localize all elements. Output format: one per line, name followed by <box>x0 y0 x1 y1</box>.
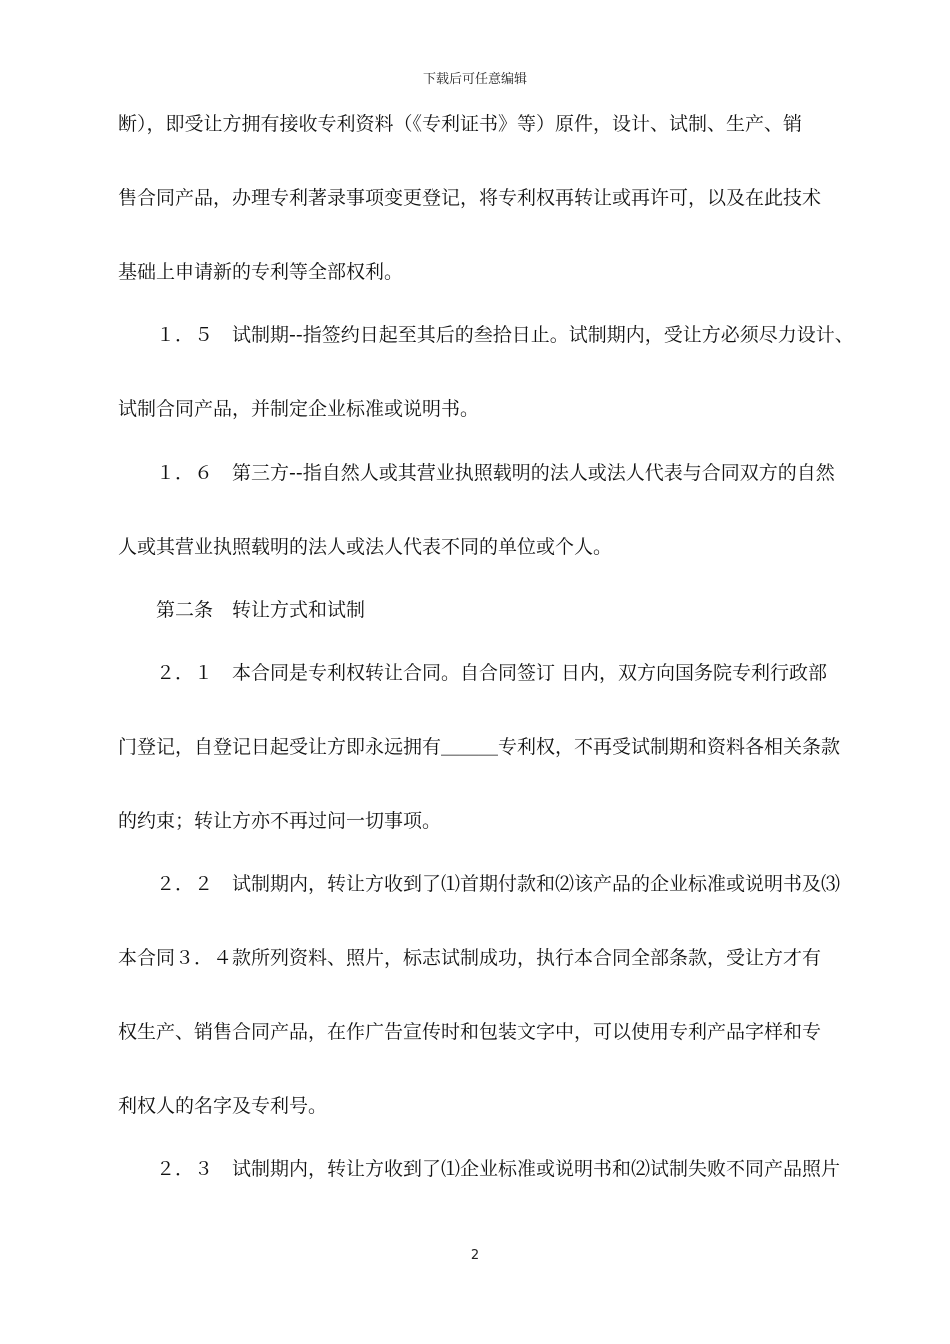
text-line-13: 本合同３．４款所列资料、照片，标志试制成功，执行本合同全部条款，受让方才有 <box>118 947 822 969</box>
text-line-11: 的约束；转让方亦不再过问一切事项。 <box>118 810 442 832</box>
page-header: 下载后可任意编辑 <box>422 72 527 87</box>
text-line-10: 门登记，自登记日起受让方即永远拥有＿＿＿专利权，不再受试制期和资料各相关条款 <box>118 736 841 758</box>
text-line-9: ２．１ 本合同是专利权转让合同。自合同签订 日内，双方向国务院专利行政部 <box>156 662 828 684</box>
section-heading: 第二条 转让方式和试制 <box>156 599 366 621</box>
text-line-3: 基础上申请新的专利等全部权利。 <box>118 261 404 283</box>
text-line-5: 试制合同产品，并制定企业标准或说明书。 <box>118 398 480 420</box>
page-number: 2 <box>470 1248 480 1263</box>
text-line-16: ２．３ 试制期内，转让方收到了⑴企业标准或说明书和⑵试制失败不同产品照片 <box>156 1158 841 1180</box>
text-line-4: １．５ 试制期--指签约日起至其后的叁拾日止。试制期内，受让方必须尽力设计、 <box>156 324 854 346</box>
text-line-7: 人或其营业执照载明的法人或法人代表不同的单位或个人。 <box>118 536 613 558</box>
text-line-6: １．６ 第三方--指自然人或其营业执照载明的法人或法人代表与合同双方的自然 <box>156 462 835 484</box>
text-line-12: ２．２ 试制期内，转让方收到了⑴首期付款和⑵该产品的企业标准或说明书及⑶ <box>156 873 841 895</box>
text-line-1: 断），即受让方拥有接收专利资料（《专利证书》等）原件，设计、试制、生产、销 <box>118 113 803 135</box>
text-line-15: 利权人的名字及专利号。 <box>118 1095 328 1117</box>
text-line-14: 权生产、销售合同产品，在作广告宣传时和包装文字中，可以使用专利产品字样和专 <box>118 1021 822 1043</box>
text-line-2: 售合同产品，办理专利著录事项变更登记，将专利权再转让或再许可，以及在此技术 <box>118 187 822 209</box>
